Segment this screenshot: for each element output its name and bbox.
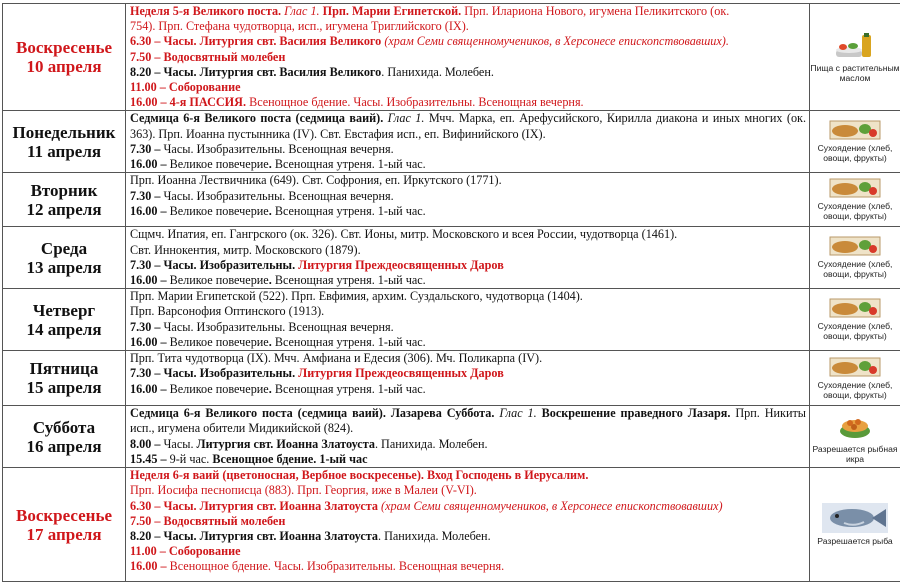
service-line [130,243,806,258]
service-text: Часы. Изобразительны. Всенощная вечерня. [164,189,394,203]
day-name: Воскресенье [3,506,125,525]
day-name: Понедельник [3,123,125,142]
service-text: 15.45 – [130,452,170,466]
service-text: Всенощное бдение. Часы. Изобразительны. Всенощная вечерня. [170,559,505,573]
service-text: Литургия Преждеосвященных Даров [298,258,504,272]
day-row [3,111,900,173]
service-text: Литургия Преждеосвященных Даров [298,366,504,380]
service-text: Воскрешение праведного Лазаря. [542,406,736,420]
service-line [130,351,806,366]
day-row [3,173,900,227]
services-cell [126,289,810,351]
service-text: Прп. Варсонофия Оптинского (1913). [130,304,324,318]
service-line [130,304,806,319]
service-text: . [269,382,275,396]
service-line [130,173,806,188]
day-cell [3,406,126,468]
services-cell [126,111,810,173]
service-text: 11.00 – Соборование [130,544,241,558]
day-name: Четверг [3,301,125,320]
service-text: . [269,157,275,171]
service-text: 7.30 – Часы. Изобразительны. [130,366,298,380]
dry-food-icon [810,120,900,142]
service-text: 7.30 – [130,320,164,334]
bowl-icon [810,32,900,62]
service-line [130,366,806,381]
day-name: Воскресенье [3,38,125,57]
day-date: 16 апреля [3,437,125,456]
service-text: Литургия свт. Иоанна Златоуста [197,437,375,451]
service-line [130,273,806,288]
service-text: Часы. [164,437,197,451]
service-text: 7.50 – Водосвятный молебен [130,514,285,528]
day-row [3,351,900,406]
day-name: Вторник [3,181,125,200]
service-line [130,499,806,514]
service-text: Неделя 5-я Великого поста. [130,4,284,18]
food-cell [810,468,900,582]
food-cell [810,289,900,351]
service-text: 8.20 – Часы. Литургия свт. Василия Великого [130,65,381,79]
service-text: Глас 1. [499,406,541,420]
service-text: 9-й час. [170,452,213,466]
service-text: (храм Семи священномучеников, в Херсонесе епископствовавших) [381,499,723,513]
service-text: Всенощная утреня. 1-ый час. [275,382,426,396]
service-text: 8.00 – [130,437,164,451]
food-cell [810,406,900,468]
service-text: Всенощная утреня. 1-ый час. [275,273,426,287]
service-text: Всенощное бдение. Часы. Изобразительны. Всенощная вечерня. [249,95,584,109]
service-text: Прп. Илариона Нового, игумена Пеликитского (ок. [464,4,729,18]
service-text: Свт. Иннокентия, митр. Московского (1879). [130,243,361,257]
day-cell [3,111,126,173]
service-text: Прп. Марии Египетской. [323,4,465,18]
day-cell [3,289,126,351]
services-cell [126,4,810,111]
service-text: . [269,204,275,218]
services-cell [126,351,810,406]
fish-icon [810,503,900,535]
service-text: Великое повечерие [170,273,269,287]
food-label: Сухоядение (хлеб, овощи, фрукты) [810,143,900,163]
service-line [130,289,806,304]
day-date: 12 апреля [3,200,125,219]
services-cell [126,468,810,582]
service-text: Седмица 6-я Великого поста (седмица ваий). [130,111,388,125]
day-row [3,468,900,582]
service-text: 16.00 – [130,335,170,349]
service-line [130,80,806,95]
day-row [3,4,900,111]
service-text: . Панихида. Молебен. [381,65,494,79]
services-cell [126,406,810,468]
service-text: 754). Прп. Стефана чудотворца, исп., игумена Триглийского (IX). [130,19,469,33]
service-line [130,189,806,204]
service-line [130,4,806,19]
service-line [130,111,806,141]
service-line [130,544,806,559]
day-name: Суббота [3,418,125,437]
service-text: Всенощная утреня. 1-ый час. [275,157,426,171]
service-text: Глас 1. [284,4,322,18]
service-text: . [269,335,275,349]
service-text: 8.20 – Часы. Литургия свт. Иоанна Златоуста [130,529,378,543]
day-row [3,227,900,289]
service-text: Великое повечерие [170,335,269,349]
service-text: 16.00 – [130,157,170,171]
service-text: 16.00 – [130,273,170,287]
service-line [130,514,806,529]
service-text: Седмица 6-я Великого поста (седмица ваий). Лазарева Суббота. [130,406,499,420]
services-cell [126,173,810,227]
schedule-table [2,3,900,582]
service-text: 7.30 – [130,189,164,203]
service-text: 6.30 – Часы. Литургия свт. Василия Великого [130,34,384,48]
service-line [130,335,806,350]
service-line [130,468,806,483]
dry-food-icon [810,298,900,320]
service-line [130,19,806,34]
day-row [3,289,900,351]
service-text: Неделя 6-я ваий (цветоносная, Вербное воскресенье). Вход Господень в Иерусалим. [130,468,588,482]
service-line [130,529,806,544]
service-text: Великое повечерие [170,204,269,218]
service-text: Прп. Никиты исп., игумена обители Мидикийской (824). [130,406,806,435]
food-label: Сухоядение (хлеб, овощи, фрукты) [810,380,900,400]
day-cell [3,4,126,111]
service-line [130,95,806,110]
service-text: 7.50 – Водосвятный молебен [130,50,285,64]
service-line [130,483,806,498]
service-text: Прп. Иосифа песнописца (883). Прп. Георгия, иже в Малеи (V-VI). [130,483,477,497]
service-text: Мчч. Марка, еп. Арефусийского, Кирилла диакона и иных многих (ок. 363). Прп. Иоанна пустынника (IV). Свт. Евстафия исп., еп. Вифинийского (IX). [130,111,806,140]
service-text: Часы. Изобразительны. Всенощная вечерня. [164,142,394,156]
service-line [130,320,806,335]
food-cell [810,173,900,227]
service-line [130,34,806,49]
service-text: Всенощное бдение. 1-ый час [212,452,367,466]
dry-food-icon [810,236,900,258]
food-label: Разрешается рыбная икра [810,444,900,464]
service-line [130,65,806,80]
service-text: Всенощная утреня. 1-ый час. [275,204,426,218]
day-name: Среда [3,239,125,258]
service-text: 16.00 – [130,204,170,218]
service-line [130,50,806,65]
day-date: 14 апреля [3,320,125,339]
caviar-icon [810,409,900,443]
service-line [130,452,806,467]
service-text: 16.00 – [130,559,170,573]
day-cell [3,227,126,289]
food-label: Разрешается рыба [810,536,900,546]
service-line [130,406,806,436]
day-name: Пятница [3,359,125,378]
service-line [130,157,806,172]
food-cell [810,111,900,173]
day-date: 15 апреля [3,378,125,397]
service-text: 16.00 – 4-я ПАССИЯ. [130,95,249,109]
day-date: 17 апреля [3,525,125,544]
dry-food-icon [810,178,900,200]
service-text: (храм Семи священномучеников, в Херсонесе епископствовавших). [384,34,729,48]
service-text: . Панихида. Молебен. [375,437,488,451]
service-line [130,204,806,219]
service-text: Прп. Иоанна Лествичника (649). Свт. Софрония, еп. Иркутского (1771). [130,173,502,187]
day-cell [3,173,126,227]
service-text: 7.30 – [130,142,164,156]
day-date: 13 апреля [3,258,125,277]
food-label: Сухоядение (хлеб, овощи, фрукты) [810,259,900,279]
service-text: Сщмч. Ипатия, еп. Гангрского (ок. 326). Свт. Ионы, митр. Московского и всея России, чудотворца (1461). [130,227,677,241]
services-cell [126,227,810,289]
service-text: 11.00 – Соборование [130,80,241,94]
dry-food-icon [810,357,900,379]
service-line [130,258,806,273]
day-cell [3,468,126,582]
service-text: Великое повечерие [170,157,269,171]
food-label: Пища с растительным маслом [810,63,900,83]
service-text: Великое повечерие [170,382,269,396]
service-text: . [269,273,275,287]
food-label: Сухоядение (хлеб, овощи, фрукты) [810,321,900,341]
day-row [3,406,900,468]
day-cell [3,351,126,406]
service-line [130,559,806,574]
service-text: 7.30 – Часы. Изобразительны. [130,258,298,272]
service-line [130,142,806,157]
service-text: . Панихида. Молебен. [378,529,491,543]
service-line [130,382,806,397]
service-text: Прп. Тита чудотворца (IX). Мчч. Амфиана и Едесия (306). Мч. Поликарпа (IV). [130,351,542,365]
service-text: Глас 1. [388,111,429,125]
day-date: 11 апреля [3,142,125,161]
service-text: 16.00 – [130,382,170,396]
service-text: 6.30 – Часы. Литургия свт. Иоанна Златоуста [130,499,381,513]
day-date: 10 апреля [3,57,125,76]
service-text: Прп. Марии Египетской (522). Прп. Евфимия, архим. Суздальского, чудотворца (1404). [130,289,583,303]
service-line [130,227,806,242]
service-text: Всенощная утреня. 1-ый час. [275,335,426,349]
food-cell [810,227,900,289]
service-line [130,437,806,452]
food-cell [810,4,900,111]
service-text: Часы. Изобразительны. Всенощная вечерня. [164,320,394,334]
food-label: Сухоядение (хлеб, овощи, фрукты) [810,201,900,221]
food-cell [810,351,900,406]
